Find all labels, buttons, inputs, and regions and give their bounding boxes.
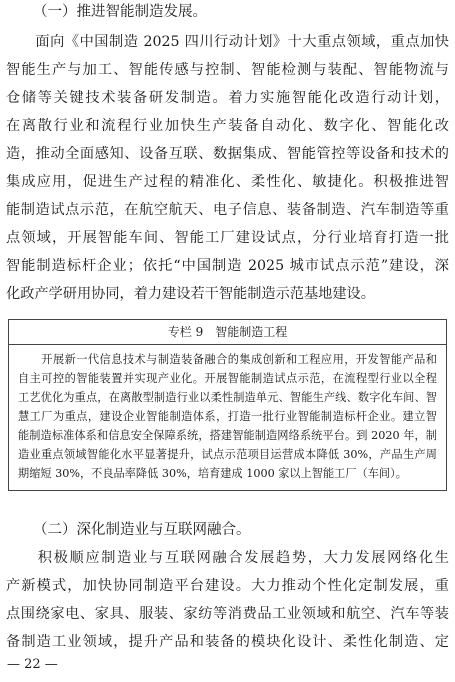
paragraph-line: 集成应用，促进生产过程的精准化、柔性化、敏捷化。积极推进智	[6, 174, 449, 190]
box-line: 工艺优化为重点，在离散型制造行业以柔性制造单元、智能生产线、数字化车间、智	[18, 391, 437, 404]
section-1-paragraph	[6, 28, 449, 308]
column-box-label: 专栏 9	[167, 325, 204, 339]
box-line: 开展新一代信息技术与制造装备融合的集成创新和工程应用，开发智能产品和	[18, 353, 437, 366]
paragraph-line: 产新模式，加快协同制造平台建设。大力推动个性化定制发展，重	[6, 578, 449, 594]
paragraph-line: 智能生产与加工、智能传感与控制、智能检测与装配、智能物流与	[6, 62, 449, 78]
paragraph-line: 造，推动全面感知、设备互联、数据集成、智能管控等设备和技术的	[6, 146, 449, 162]
box-line: 自主可控的智能装置并实现产业化。开展智能制造试点示范，在流程型行业以全程	[18, 372, 437, 385]
paragraph-line: 能制造试点示范，在航空航天、电子信息、装备制造、汽车制造等重	[6, 202, 449, 218]
column-box	[8, 319, 447, 491]
column-box-title	[9, 320, 446, 345]
section-heading-2: （二）深化制造业与互联网融合。	[33, 522, 251, 538]
paragraph-line: 仓储等关键技术装备研发制造。着力实施智能化改造行动计划，	[6, 90, 449, 106]
paragraph-line: 积极顺应制造业与互联网融合发展趋势，大力发展网络化生	[6, 550, 449, 566]
paragraph-line: 面向《中国制造 2025 四川行动计划》十大重点领域，重点加快	[6, 34, 449, 50]
paragraph-line: 在离散行业和流程行业加快生产装备自动化、数字化、智能化改	[6, 118, 449, 134]
page-number: — 22 —	[7, 657, 58, 672]
box-line: 慧工厂为重点，建设企业智能制造体系，打造一批行业智能制造标杆企业。建立智	[18, 410, 437, 423]
box-line: 能制造标准体系和信息安全保障系统，搭建智能制造网络系统平台。到 2020 年，制	[18, 429, 437, 442]
paragraph-line: 点围绕家电、家具、服装、家纺等消费品工业领域和航空、汽车等装	[6, 606, 449, 622]
section-heading-1: （一）推进智能制造发展。	[33, 4, 207, 20]
paragraph-line: 智能制造标杆企业；依托“中国制造 2025 城市试点示范”建设，深	[6, 258, 449, 274]
section-2-paragraph	[6, 544, 449, 656]
paragraph-line: 点领域，开展智能车间、智能工厂建设试点，分行业培育打造一批	[6, 230, 449, 246]
box-line: 造业重点领域智能化水平显著提升，试点示范项目运营成本降低 30%，产品生产周	[18, 448, 437, 461]
column-box-heading: 智能制造工程	[215, 325, 288, 339]
column-box-body	[18, 350, 437, 483]
box-line: 期缩短 30%，不良品率降低 30%，培育建成 1000 家以上智能工厂（车间）。	[18, 467, 407, 480]
paragraph-line: 备制造工业领域，提升产品和装备的模块化设计、柔性化制造、定	[6, 634, 449, 650]
paragraph-line: 化政产学研用协同，着力建设若干智能制造示范基地建设。	[6, 286, 375, 302]
